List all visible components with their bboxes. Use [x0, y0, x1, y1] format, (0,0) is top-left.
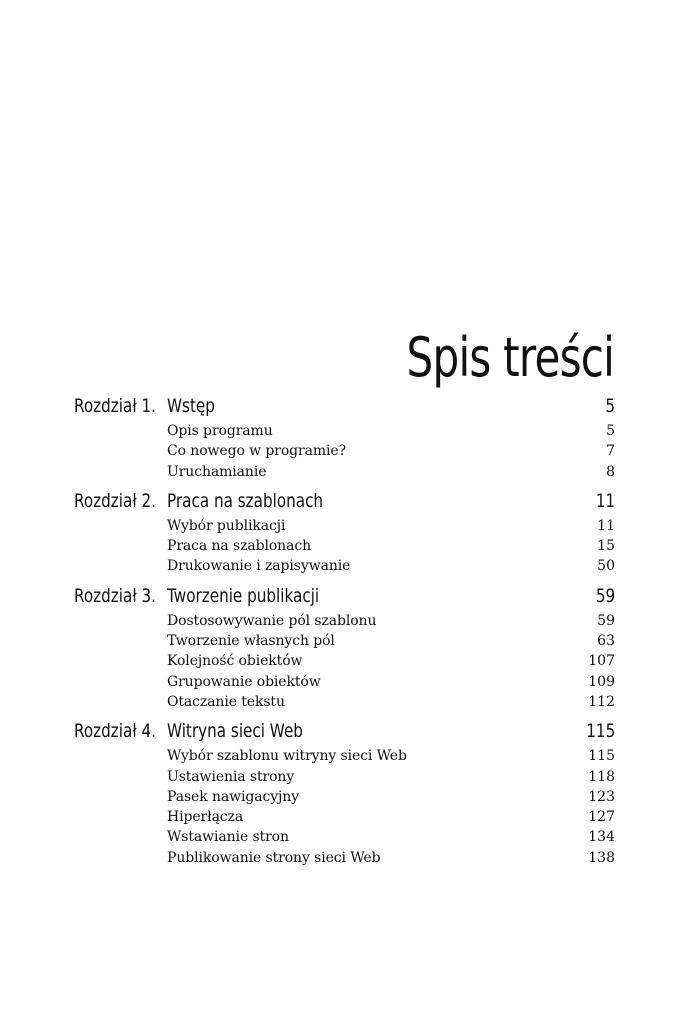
- section-title: Uruchamianie: [167, 463, 267, 480]
- section-title: Wybór szablonu witryny sieci Web: [167, 748, 407, 765]
- chapter-heading: [74, 718, 615, 744]
- section-entry: [167, 516, 615, 536]
- section-entry: [167, 827, 615, 847]
- section-entry: [167, 611, 615, 631]
- section-entry: [167, 746, 615, 766]
- chapter-page-number: 59: [595, 584, 615, 607]
- section-title: Publikowanie strony sieci Web: [167, 849, 381, 866]
- section-page-number: 109: [588, 673, 615, 690]
- section-entry: [167, 767, 615, 787]
- section-page-number: 50: [597, 558, 615, 575]
- section-entry: [167, 631, 615, 651]
- chapter-page-number: 5: [605, 395, 615, 417]
- section-page-number: 134: [588, 829, 615, 846]
- chapter-3: [74, 583, 615, 712]
- section-title: Tworzenie własnych pól: [167, 633, 335, 650]
- section-list: [167, 746, 615, 868]
- section-title: Drukowanie i zapisywanie: [167, 558, 351, 575]
- section-page-number: 63: [597, 633, 615, 650]
- chapter-title: Praca na szablonach: [167, 489, 324, 512]
- chapter-heading: [74, 583, 615, 609]
- chapter-number: Rozdział 3.: [74, 584, 156, 607]
- section-entry: [167, 421, 615, 441]
- chapter-title: Wstęp: [167, 395, 215, 417]
- section-page-number: 127: [588, 809, 615, 826]
- chapter-title: Witryna sieci Web: [167, 720, 303, 743]
- page-title: Spis treści: [406, 326, 614, 390]
- section-page-number: 11: [597, 517, 615, 534]
- section-title: Grupowanie obiektów: [167, 673, 321, 690]
- chapter-number: Rozdział 1.: [74, 395, 156, 417]
- section-entry: [167, 787, 615, 807]
- section-page-number: 112: [588, 693, 615, 710]
- chapter-number: Rozdział 4.: [74, 720, 156, 743]
- section-title: Wybór publikacji: [167, 517, 286, 534]
- chapter-4: [74, 718, 615, 868]
- section-title: Wstawianie stron: [167, 829, 289, 846]
- section-page-number: 118: [588, 768, 615, 785]
- section-entry: [167, 441, 615, 461]
- section-entry: [167, 462, 615, 482]
- section-title: Opis programu: [167, 423, 273, 439]
- section-entry: [167, 672, 615, 692]
- section-page-number: 7: [606, 443, 615, 460]
- section-entry: [167, 536, 615, 556]
- section-list: [167, 516, 615, 577]
- section-list: [167, 421, 615, 482]
- section-entry: [167, 807, 615, 827]
- section-entry: [167, 651, 615, 671]
- chapter-page-number: 115: [585, 720, 615, 743]
- section-entry: [167, 692, 615, 712]
- table-of-contents: [74, 393, 615, 874]
- section-page-number: 15: [597, 538, 615, 555]
- chapter-heading: [74, 393, 615, 419]
- section-entry: [167, 848, 615, 868]
- section-title: Dostosowywanie pól szablonu: [167, 612, 377, 629]
- section-title: Pasek nawigacyjny: [167, 788, 299, 805]
- chapter-2: [74, 488, 615, 577]
- section-page-number: 107: [588, 653, 615, 670]
- section-title: Co nowego w programie?: [167, 443, 347, 460]
- section-page-number: 138: [588, 849, 615, 866]
- chapter-1: [74, 393, 615, 482]
- section-page-number: 115: [588, 748, 615, 765]
- section-page-number: 8: [606, 463, 615, 480]
- section-entry: [167, 556, 615, 576]
- section-title: Kolejność obiektów: [167, 653, 303, 670]
- section-title: Praca na szablonach: [167, 538, 312, 555]
- chapter-title: Tworzenie publikacji: [167, 584, 320, 607]
- chapter-number: Rozdział 2.: [74, 489, 156, 512]
- section-page-number: 123: [588, 788, 615, 805]
- section-title: Ustawienia strony: [167, 768, 295, 785]
- section-title: Hiperłącza: [167, 809, 244, 826]
- section-page-number: 59: [597, 612, 615, 629]
- section-title: Otaczanie tekstu: [167, 693, 285, 710]
- chapter-heading: [74, 488, 615, 514]
- section-list: [167, 611, 615, 712]
- section-page-number: 5: [606, 423, 615, 439]
- chapter-page-number: 11: [595, 489, 615, 512]
